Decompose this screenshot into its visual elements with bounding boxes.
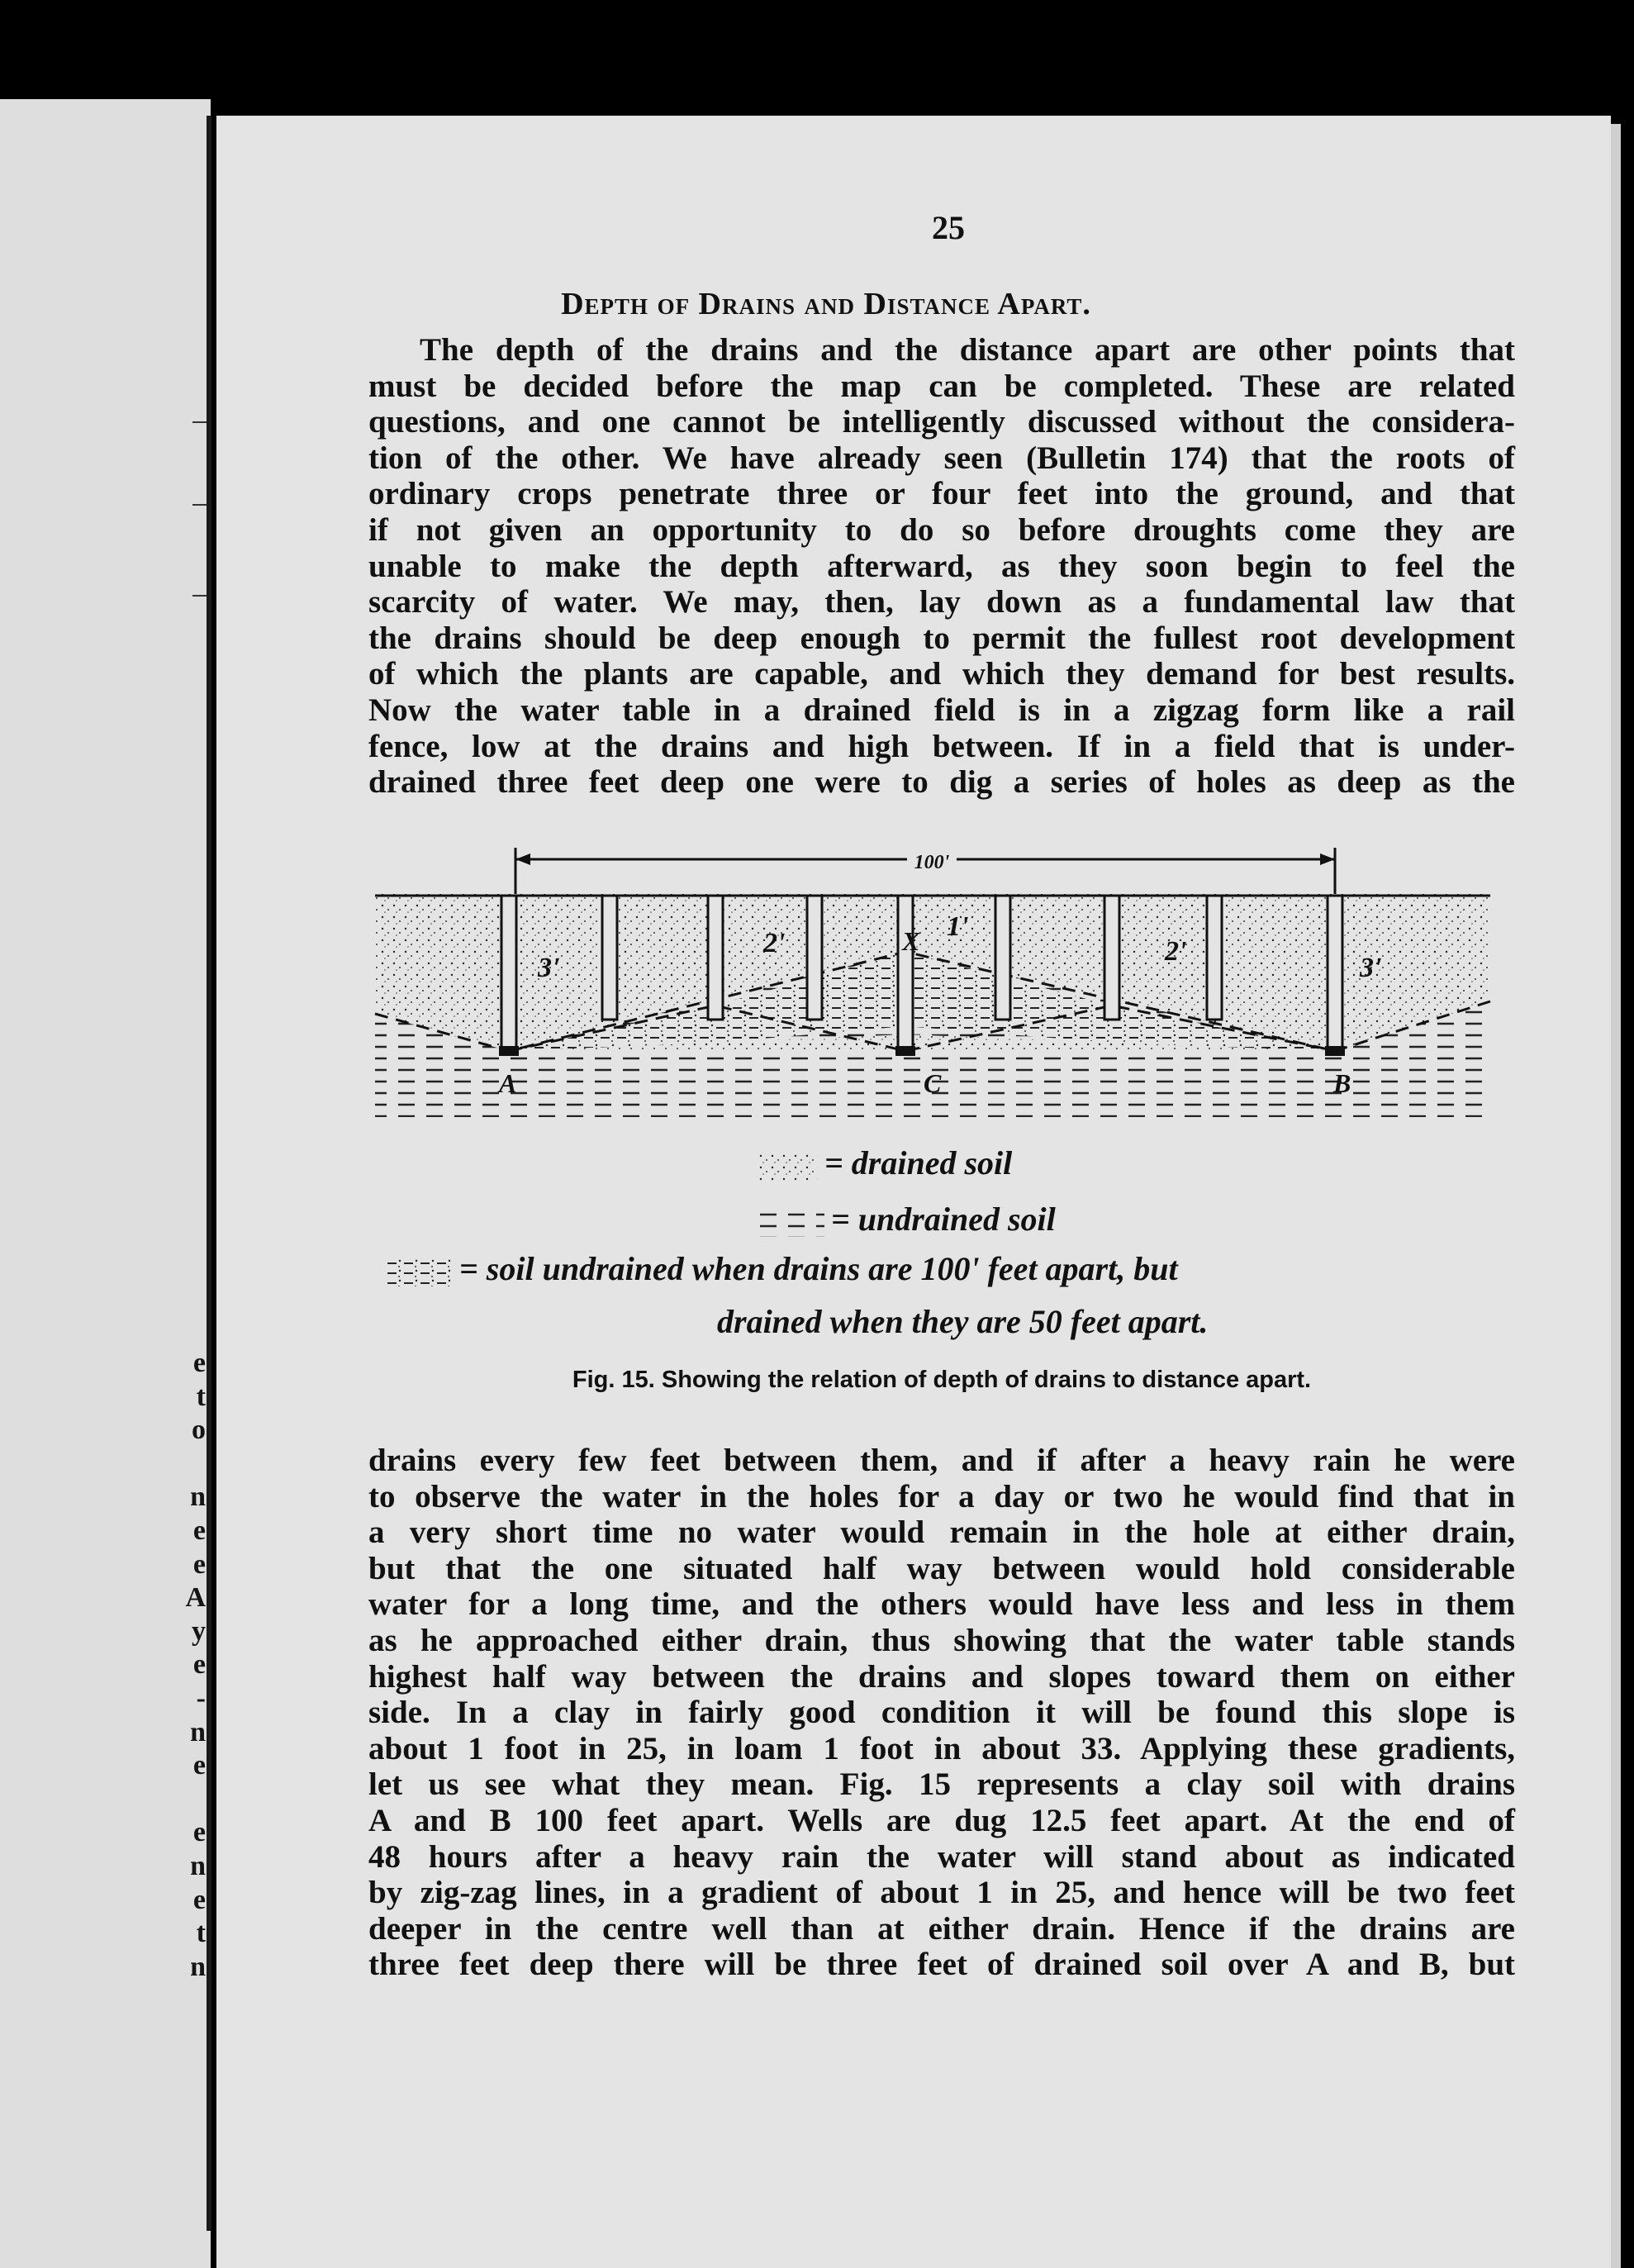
text-line: to observe the water in the holes for a day or two he would find that in: [368, 1478, 1515, 1514]
book-spine: [207, 116, 211, 2231]
margin-letter: e: [192, 1884, 206, 1915]
text-line: of which the plants are capable, and which they demand for best results.: [368, 656, 1515, 692]
text-line: as he approached either drain, thus showing that the water table stands: [368, 1622, 1515, 1658]
undrained-swatch: [758, 1209, 824, 1237]
legend-conditional-2: [717, 1302, 1208, 1341]
legend-undrained-label: = undrained soil: [831, 1201, 1056, 1238]
text-line: unable to make the depth afterward, as they soon begin to feel the: [368, 548, 1515, 584]
text-line: 48 hours after a heavy rain the water will stand about as indicated: [368, 1838, 1515, 1875]
paragraph-2: [368, 1443, 1515, 1983]
point-label: X: [902, 926, 920, 956]
drained-swatch: [758, 1153, 818, 1181]
text-line: must be decided before the map can be completed. These are related: [368, 368, 1515, 404]
legend-conditional-label-1: = soil undrained when drains are 100' feet apart, but: [459, 1250, 1178, 1287]
well: [995, 896, 1010, 1020]
text-line: A and B 100 feet apart. Wells are dug 12.5 feet apart. At the end of: [368, 1802, 1515, 1838]
margin-letter: y: [192, 1615, 206, 1647]
drainage-diagram: [368, 844, 1508, 1125]
margin-letter: e: [192, 1817, 206, 1848]
well: [1104, 896, 1119, 1020]
margin-letter: t: [196, 1381, 206, 1412]
text-line: by zig-zag lines, in a gradient of about 1 in 25, and hence will be two feet: [368, 1875, 1515, 1911]
margin-letter: n: [190, 1850, 206, 1881]
margin-letter: -: [196, 1682, 206, 1714]
text-line: scarcity of water. We may, then, lay down as a fundamental law that: [368, 584, 1515, 620]
text-line: highest half way between the drains and slopes toward them on either: [368, 1658, 1515, 1695]
point-label: C: [924, 1068, 942, 1098]
text-line: drained three feet deep one were to dig a series of holes as deep as the: [368, 764, 1515, 801]
text-line: ordinary crops penetrate three or four feet into the ground, and that: [368, 476, 1515, 512]
margin-letter: e: [192, 1750, 206, 1781]
conditional-swatch: [387, 1258, 453, 1286]
margin-letter: e: [192, 1548, 206, 1580]
left-page-edge: [0, 99, 211, 2268]
text-line: if not given an opportunity to do so before droughts come they are: [368, 511, 1515, 548]
well: [898, 896, 913, 1053]
well: [602, 896, 617, 1020]
margin-letter: A: [185, 1582, 206, 1614]
text-line: a very short time no water would remain in the hole at either drain,: [368, 1514, 1515, 1551]
text-line: the drains should be deep enough to permit the fullest root development: [368, 620, 1515, 656]
depth-label: 3': [538, 953, 560, 983]
depth-label: 3': [1360, 953, 1382, 983]
point-label: A: [499, 1068, 517, 1098]
well: [1328, 896, 1342, 1053]
figure-caption: Fig. 15. Showing the relation of depth of drains to distance apart.: [572, 1367, 1312, 1393]
margin-letter: [173, 1783, 206, 1817]
arrow-left: [515, 853, 530, 865]
text-line: fence, low at the drains and high between. If in a field that is under-: [368, 728, 1515, 764]
margin-letter: [173, 1448, 206, 1481]
margin-letter: n: [190, 1951, 206, 1982]
legend-conditional-label-2: drained when they are 50 feet apart.: [717, 1303, 1209, 1340]
text-line: tion of the other. We have already seen (Bulletin 174) that the roots of: [368, 440, 1515, 476]
left-page-margin-letters: [173, 1347, 206, 1984]
well: [708, 896, 723, 1020]
text-line: The depth of the drains and the distance apart are other points that: [420, 332, 1515, 368]
depth-label: 2': [763, 928, 786, 958]
legend-drained: [758, 1144, 1012, 1182]
text-line: water for a long time, and the others would have less and less in them: [368, 1586, 1515, 1623]
point-label: B: [1333, 1068, 1351, 1098]
margin-letter: e: [192, 1649, 206, 1681]
margin-letter: t: [196, 1918, 206, 1949]
drain-tile: [1325, 1046, 1345, 1056]
page-number: 25: [932, 209, 965, 246]
legend-conditional: [387, 1249, 1178, 1288]
page-edge: [1611, 124, 1621, 2268]
text-line: deeper in the centre well than at either drain. Hence if the drains are: [368, 1910, 1515, 1947]
text-line: questions, and one cannot be intelligently discussed without the considera-: [368, 404, 1515, 440]
text-line: let us see what they mean. Fig. 15 represents a clay soil with drains: [368, 1766, 1515, 1803]
text-line: side. In a clay in fairly good condition it will be found this slope is: [368, 1695, 1515, 1731]
text-line: three feet deep there will be three feet of drained soil over A and B, but: [368, 1947, 1515, 1983]
dimension-label: 100': [914, 852, 950, 873]
margin-letter: n: [190, 1481, 206, 1513]
depth-label: 1': [947, 911, 969, 942]
well: [501, 896, 516, 1053]
paragraph-1: [368, 332, 1515, 801]
text-line: but that the one situated half way between would hold considerable: [368, 1550, 1515, 1586]
section-heading: Depth of Drains and Distance Apart.: [561, 287, 1091, 321]
margin-letter: n: [190, 1716, 206, 1747]
text-line: drains every few feet between them, and if after a heavy rain he were: [368, 1443, 1515, 1478]
text-line: about 1 foot in 25, in loam 1 foot in about 33. Applying these gradients,: [368, 1730, 1515, 1766]
drain-tile: [499, 1046, 519, 1056]
margin-letter: e: [192, 1514, 206, 1546]
well: [807, 896, 822, 1020]
arrow-right: [1320, 853, 1335, 865]
drain-tile: [895, 1046, 915, 1056]
legend-undrained: [758, 1200, 1056, 1239]
margin-letter: o: [192, 1415, 206, 1446]
well: [1207, 896, 1222, 1020]
legend-drained-label: = drained soil: [824, 1144, 1013, 1182]
depth-label: 2': [1165, 936, 1187, 967]
text-line: Now the water table in a drained field is in a zigzag form like a rail: [368, 692, 1515, 728]
margin-letter: e: [192, 1348, 206, 1378]
